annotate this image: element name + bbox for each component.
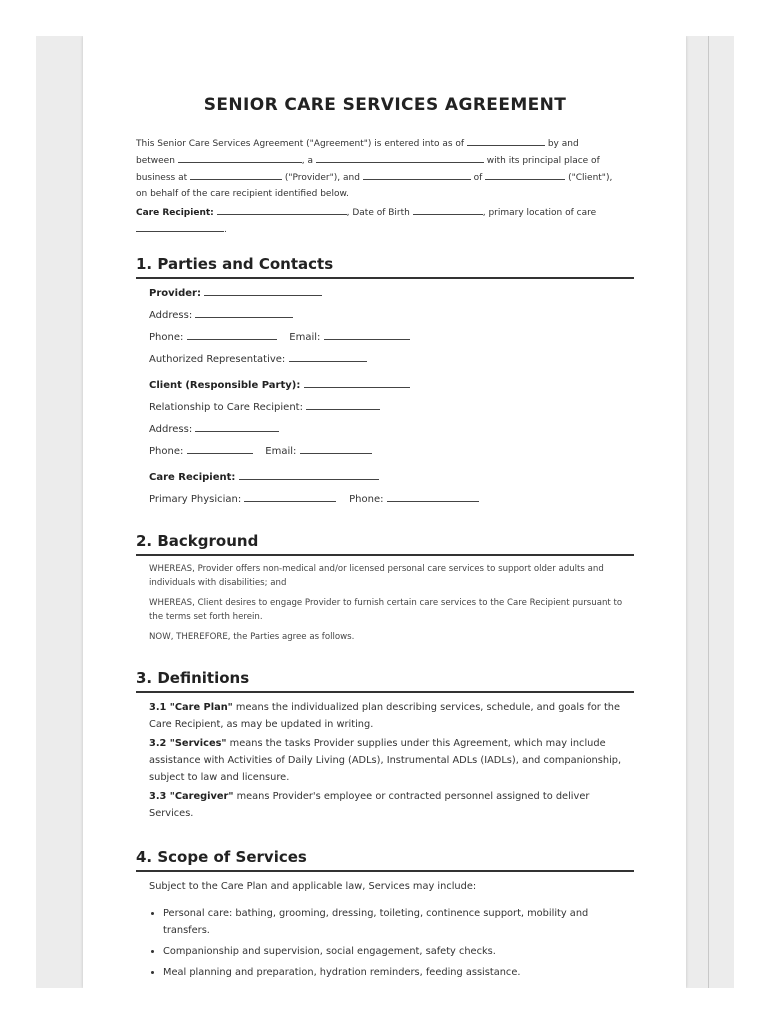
date-blank[interactable]	[467, 135, 545, 146]
relationship-field[interactable]	[306, 397, 380, 410]
intro-text: ("Client"),	[568, 173, 613, 183]
section-scope	[136, 848, 634, 985]
field-label: Address:	[149, 310, 193, 321]
field-label: Email:	[289, 332, 321, 343]
intro-text: business at	[136, 173, 188, 183]
section-heading: 1. Parties and Contacts	[136, 255, 634, 279]
care-location-blank[interactable]	[136, 221, 224, 232]
background-paragraph: WHEREAS, Client desires to engage Provider to furnish certain care services to the Care Recipient pursuant to the terms set forth herein.	[149, 598, 623, 622]
definition-term: 3.3 "Caregiver"	[149, 791, 234, 802]
document-page	[83, 36, 686, 988]
field-label: Relationship to Care Recipient:	[149, 402, 303, 413]
intro-text: of	[473, 173, 483, 183]
provider-name-blank[interactable]	[178, 152, 302, 163]
intro-text: ("Provider"), and	[284, 173, 360, 183]
field-label: Authorized Representative:	[149, 354, 286, 365]
section-heading: 4. Scope of Services	[136, 848, 634, 872]
intro-text: between	[136, 156, 175, 166]
list-item: • Meal planning and preparation, hydration reminders, feeding assistance.	[163, 964, 634, 981]
provider-phone-field[interactable]	[187, 327, 277, 340]
field-label: Provider:	[149, 288, 201, 299]
section-parties	[136, 255, 634, 511]
intro-text: , Date of Birth	[346, 208, 410, 218]
client-address-blank[interactable]	[485, 169, 565, 180]
dob-blank[interactable]	[413, 204, 483, 215]
field-label: Phone:	[149, 446, 184, 457]
provider-field[interactable]	[204, 283, 322, 296]
intro-text: with its principal place of	[486, 156, 600, 166]
care-recipient-label: Care Recipient:	[136, 208, 214, 218]
intro-text: by and	[547, 139, 579, 149]
physician-field[interactable]	[244, 489, 336, 502]
physician-phone-field[interactable]	[387, 489, 479, 502]
section-heading: 2. Background	[136, 532, 634, 556]
definition-term: 3.2 "Services"	[149, 738, 227, 749]
provider-email-field[interactable]	[324, 327, 410, 340]
client-email-field[interactable]	[300, 441, 372, 454]
client-address-field[interactable]	[195, 419, 279, 432]
field-label: Phone:	[149, 332, 184, 343]
client-field[interactable]	[304, 375, 410, 388]
client-phone-field[interactable]	[187, 441, 253, 454]
definition-item	[149, 788, 634, 822]
viewer-scrollbar-track[interactable]	[708, 36, 709, 988]
intro-text: , a	[301, 156, 314, 166]
care-recipient-field[interactable]	[239, 467, 379, 480]
definition-text: means the individualized plan describing services, schedule, and goals for the Care Recipient, as may be updated in writing.	[149, 702, 621, 730]
intro-text: This Senior Care Services Agreement ("Agreement") is entered into as of	[136, 139, 465, 149]
definition-text: means Provider's employee or contracted personnel assigned to deliver Services.	[149, 791, 590, 819]
definition-item	[149, 735, 634, 786]
provider-address-field[interactable]	[195, 305, 293, 318]
definition-text: means the tasks Provider supplies under this Agreement, which may include assistance with Activities of Daily Living (ADLs), Instrumental ADLs (IADLs), and companionship, subject to law and licensure.	[149, 738, 622, 783]
background-paragraph: WHEREAS, Provider offers non-medical and/or licensed personal care services to support older adults and individuals with disabilities; and	[149, 564, 604, 588]
document-viewer	[36, 36, 734, 988]
provider-entity-blank[interactable]	[316, 152, 484, 163]
field-label: Address:	[149, 424, 193, 435]
list-item: • Companionship and supervision, social engagement, safety checks.	[163, 943, 634, 960]
field-label: Primary Physician:	[149, 494, 242, 505]
intro-paragraph	[136, 135, 634, 238]
intro-text: .	[224, 225, 227, 235]
care-recipient-blank[interactable]	[217, 204, 347, 215]
field-label: Phone:	[349, 494, 384, 505]
field-label: Client (Responsible Party):	[149, 380, 301, 391]
intro-text: on behalf of the care recipient identified below.	[136, 189, 349, 199]
client-name-blank[interactable]	[363, 169, 471, 180]
section-heading: 3. Definitions	[136, 669, 634, 693]
field-label: Care Recipient:	[149, 472, 236, 483]
field-label: Email:	[265, 446, 297, 457]
definition-term: 3.1 "Care Plan"	[149, 702, 233, 713]
background-paragraph: NOW, THEREFORE, the Parties agree as follows.	[149, 632, 355, 642]
authorized-rep-field[interactable]	[289, 349, 367, 362]
list-item: • Personal care: bathing, grooming, dressing, toileting, continence support, mobility and transfers.	[163, 905, 634, 939]
document-title: SENIOR CARE SERVICES AGREEMENT	[203, 95, 567, 115]
intro-text: , primary location of care	[482, 208, 597, 218]
definition-item	[149, 699, 634, 733]
section-background	[136, 532, 634, 644]
section-definitions	[136, 669, 634, 824]
provider-address-blank[interactable]	[190, 169, 282, 180]
scope-intro: Subject to the Care Plan and applicable law, Services may include:	[149, 881, 477, 892]
